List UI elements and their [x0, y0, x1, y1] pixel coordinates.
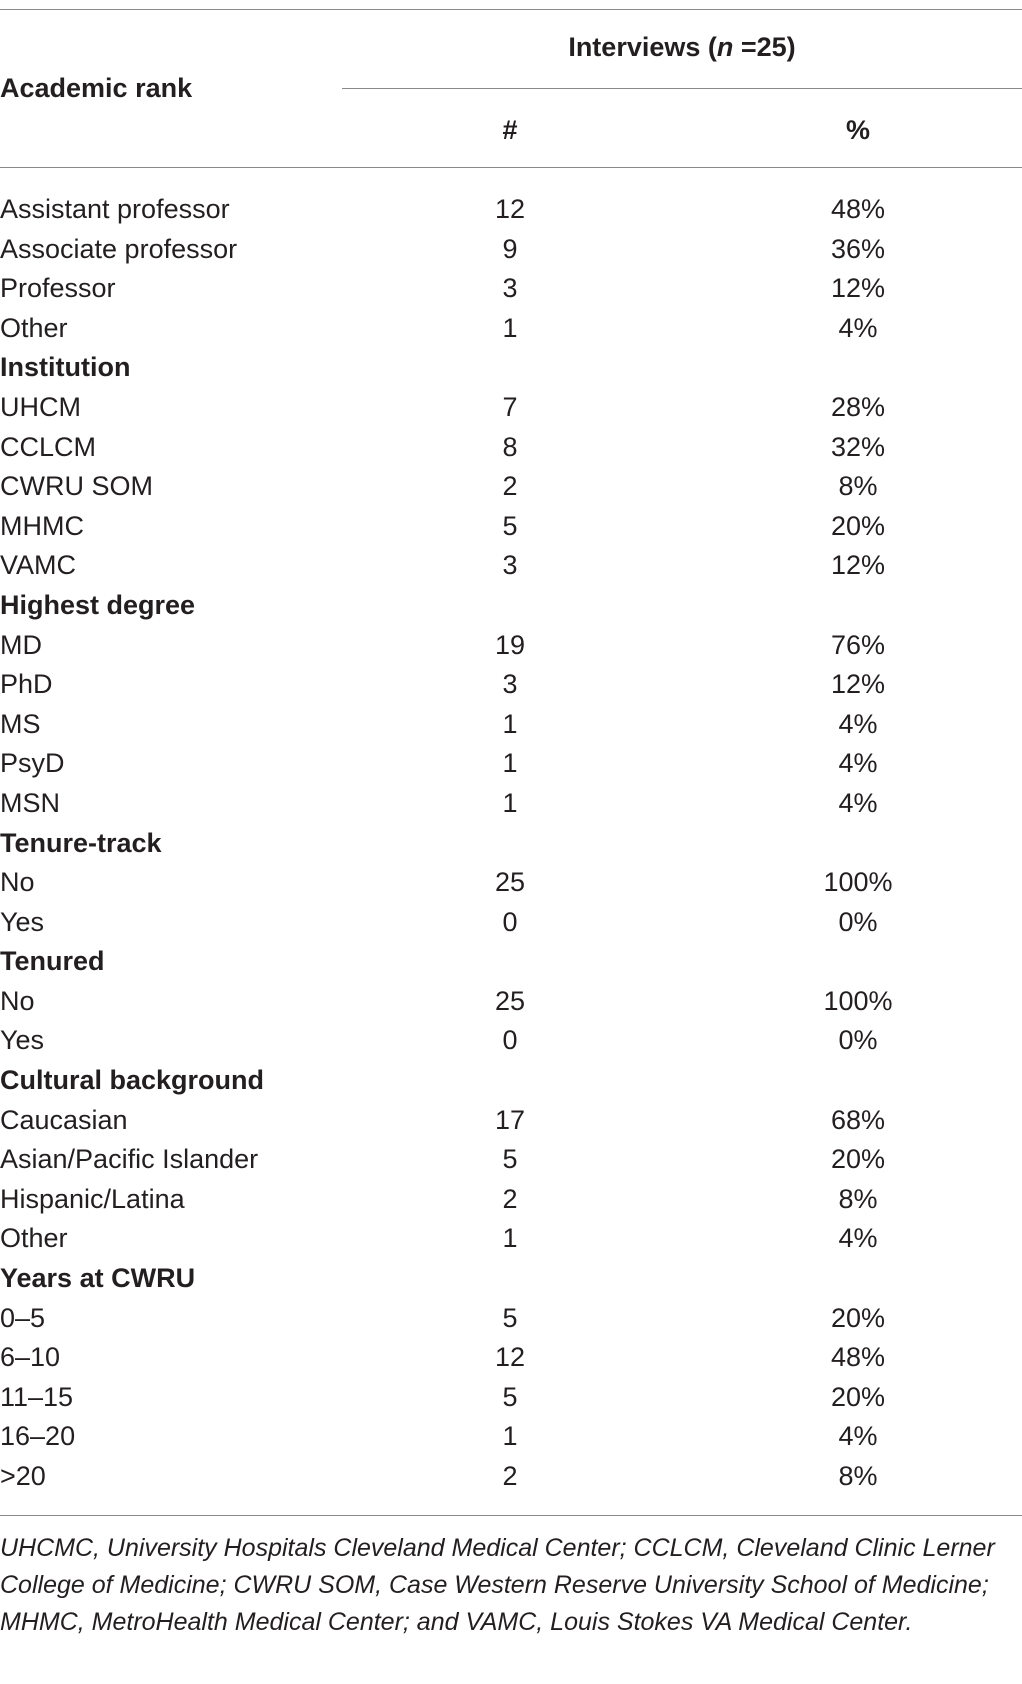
percent-cell: 4% [838, 708, 878, 739]
count-cell: 1 [502, 312, 518, 343]
table-row [0, 1299, 1022, 1339]
percent-cell: 12% [830, 669, 886, 700]
top-rule [0, 9, 1022, 10]
count-cell: 1 [502, 1223, 518, 1254]
row-label: CCLCM [0, 431, 97, 462]
table-row [0, 744, 1022, 784]
group-header-rule [342, 88, 1022, 89]
table-row [0, 1219, 1022, 1259]
percent-cell: 4% [838, 312, 878, 343]
row-label: Other [0, 312, 68, 343]
row-label: Other [0, 1223, 68, 1254]
table-row [0, 1101, 1022, 1141]
section-header-row [0, 1259, 1022, 1299]
row-label: Hispanic/Latina [0, 1183, 185, 1214]
row-label: Professor [0, 273, 116, 304]
section-label: Tenure-track [0, 827, 162, 858]
row-label: No [0, 867, 35, 898]
row-label: MHMC [0, 510, 84, 541]
section-label: Cultural background [0, 1065, 265, 1096]
section-header-row [0, 1061, 1022, 1101]
percent-cell: 20% [830, 1144, 886, 1175]
row-label: Yes [0, 1025, 45, 1056]
count-cell: 2 [502, 1183, 518, 1214]
percent-cell: 4% [838, 748, 878, 779]
count-cell: 3 [502, 273, 518, 304]
percent-cell: 100% [823, 867, 893, 898]
count-cell: 2 [502, 471, 518, 502]
table-row [0, 784, 1022, 824]
count-cell: 25 [494, 867, 526, 898]
row-label: No [0, 985, 35, 1016]
table-row [0, 863, 1022, 903]
table-row [0, 507, 1022, 547]
count-cell: 1 [502, 748, 518, 779]
percent-cell: 36% [830, 233, 886, 264]
count-cell: 3 [502, 550, 518, 581]
table-row [0, 546, 1022, 586]
percent-cell: 4% [838, 1223, 878, 1254]
percent-cell: 20% [830, 510, 886, 541]
count-cell: 17 [494, 1104, 526, 1135]
section-header-row [0, 586, 1022, 626]
percent-cell: 12% [830, 550, 886, 581]
row-label: >20 [0, 1461, 46, 1491]
count-cell: 12 [494, 194, 526, 224]
row-label: PhD [0, 669, 53, 700]
section-label: Years at CWRU [0, 1263, 196, 1294]
row-label: Yes [0, 906, 45, 937]
row-label: Asian/Pacific Islander [0, 1144, 259, 1175]
percent-column-header: % [845, 115, 870, 145]
count-cell: 12 [494, 1342, 526, 1373]
section-header-row [0, 824, 1022, 864]
table-row [0, 982, 1022, 1022]
table-body [0, 190, 1022, 1497]
percent-cell: 32% [830, 431, 886, 462]
percent-cell: 8% [838, 1183, 878, 1214]
table-row [0, 1180, 1022, 1220]
count-column-header: # [502, 115, 518, 145]
table-row [0, 428, 1022, 468]
count-cell: 5 [502, 1381, 518, 1412]
count-cell: 1 [502, 708, 518, 739]
percent-cell: 48% [830, 194, 886, 224]
count-cell: 25 [494, 985, 526, 1016]
percent-cell: 20% [830, 1302, 886, 1333]
count-cell: 5 [502, 1144, 518, 1175]
percent-cell: 0% [838, 906, 878, 937]
count-cell: 5 [502, 510, 518, 541]
percent-cell: 4% [838, 787, 878, 818]
table-row [0, 626, 1022, 666]
row-label: MS [0, 708, 41, 739]
section-label: Tenured [0, 946, 105, 977]
row-label: Assistant professor [0, 194, 230, 224]
percent-cell: 8% [838, 1461, 878, 1491]
table-row [0, 665, 1022, 705]
row-label: PsyD [0, 748, 65, 779]
percent-cell: 4% [838, 1421, 878, 1452]
count-cell: 9 [502, 233, 518, 264]
percent-cell: 48% [830, 1342, 886, 1373]
section-label: Institution [0, 352, 131, 383]
table-row [0, 1417, 1022, 1457]
percent-cell: 76% [830, 629, 886, 660]
section-header-row [0, 348, 1022, 388]
count-cell: 5 [502, 1302, 518, 1333]
section-label: Highest degree [0, 589, 196, 620]
count-cell: 7 [502, 391, 518, 422]
percent-cell: 0% [838, 1025, 878, 1056]
table-footnote: UHCMC, University Hospitals Cleveland Medical Center; CCLCM, Cleveland Clinic Lerner College of Medicine; CWRU SOM, Case Western Reserve University School of Medicine; MHMC, MetroHealth Medical Center; and VAMC, Louis Stokes VA Medical Center. [0, 1534, 995, 1636]
row-label: 16–20 [0, 1421, 76, 1452]
percent-cell: 28% [830, 391, 886, 422]
row-label: 0–5 [0, 1302, 46, 1333]
table-row [0, 190, 1022, 230]
bottom-rule [0, 1515, 1022, 1516]
header-rule [0, 167, 1022, 168]
row-label: Associate professor [0, 233, 238, 264]
table-row [0, 230, 1022, 270]
table-row [0, 1378, 1022, 1418]
row-label: MD [0, 629, 42, 660]
percent-cell: 12% [830, 273, 886, 304]
row-label: CWRU SOM [0, 471, 153, 502]
table-row [0, 309, 1022, 349]
percent-cell: 20% [830, 1381, 886, 1412]
count-cell: 8 [502, 431, 518, 462]
table-row [0, 1457, 1022, 1497]
count-cell: 1 [502, 1421, 518, 1452]
section-header-row [0, 942, 1022, 982]
row-label: UHCM [0, 391, 81, 422]
count-cell: 19 [494, 629, 526, 660]
count-cell: 2 [502, 1461, 518, 1491]
table-row [0, 269, 1022, 309]
count-cell: 0 [502, 906, 518, 937]
row-label: VAMC [0, 550, 77, 581]
table-row [0, 903, 1022, 943]
count-cell: 3 [502, 669, 518, 700]
table-row [0, 467, 1022, 507]
row-label: 6–10 [0, 1342, 61, 1373]
stub-header: Academic rank [0, 73, 193, 103]
table-row [0, 1140, 1022, 1180]
row-label: MSN [0, 787, 60, 818]
table-row [0, 1021, 1022, 1061]
percent-cell: 8% [838, 471, 878, 502]
count-cell: 0 [502, 1025, 518, 1056]
count-cell: 1 [502, 787, 518, 818]
table-row [0, 388, 1022, 428]
row-label: Caucasian [0, 1104, 128, 1135]
percent-cell: 68% [830, 1104, 886, 1135]
table-row [0, 1338, 1022, 1378]
row-label: 11–15 [0, 1381, 74, 1412]
group-header: Interviews (n =25) [568, 32, 796, 62]
table-row [0, 705, 1022, 745]
percent-cell: 100% [823, 985, 893, 1016]
